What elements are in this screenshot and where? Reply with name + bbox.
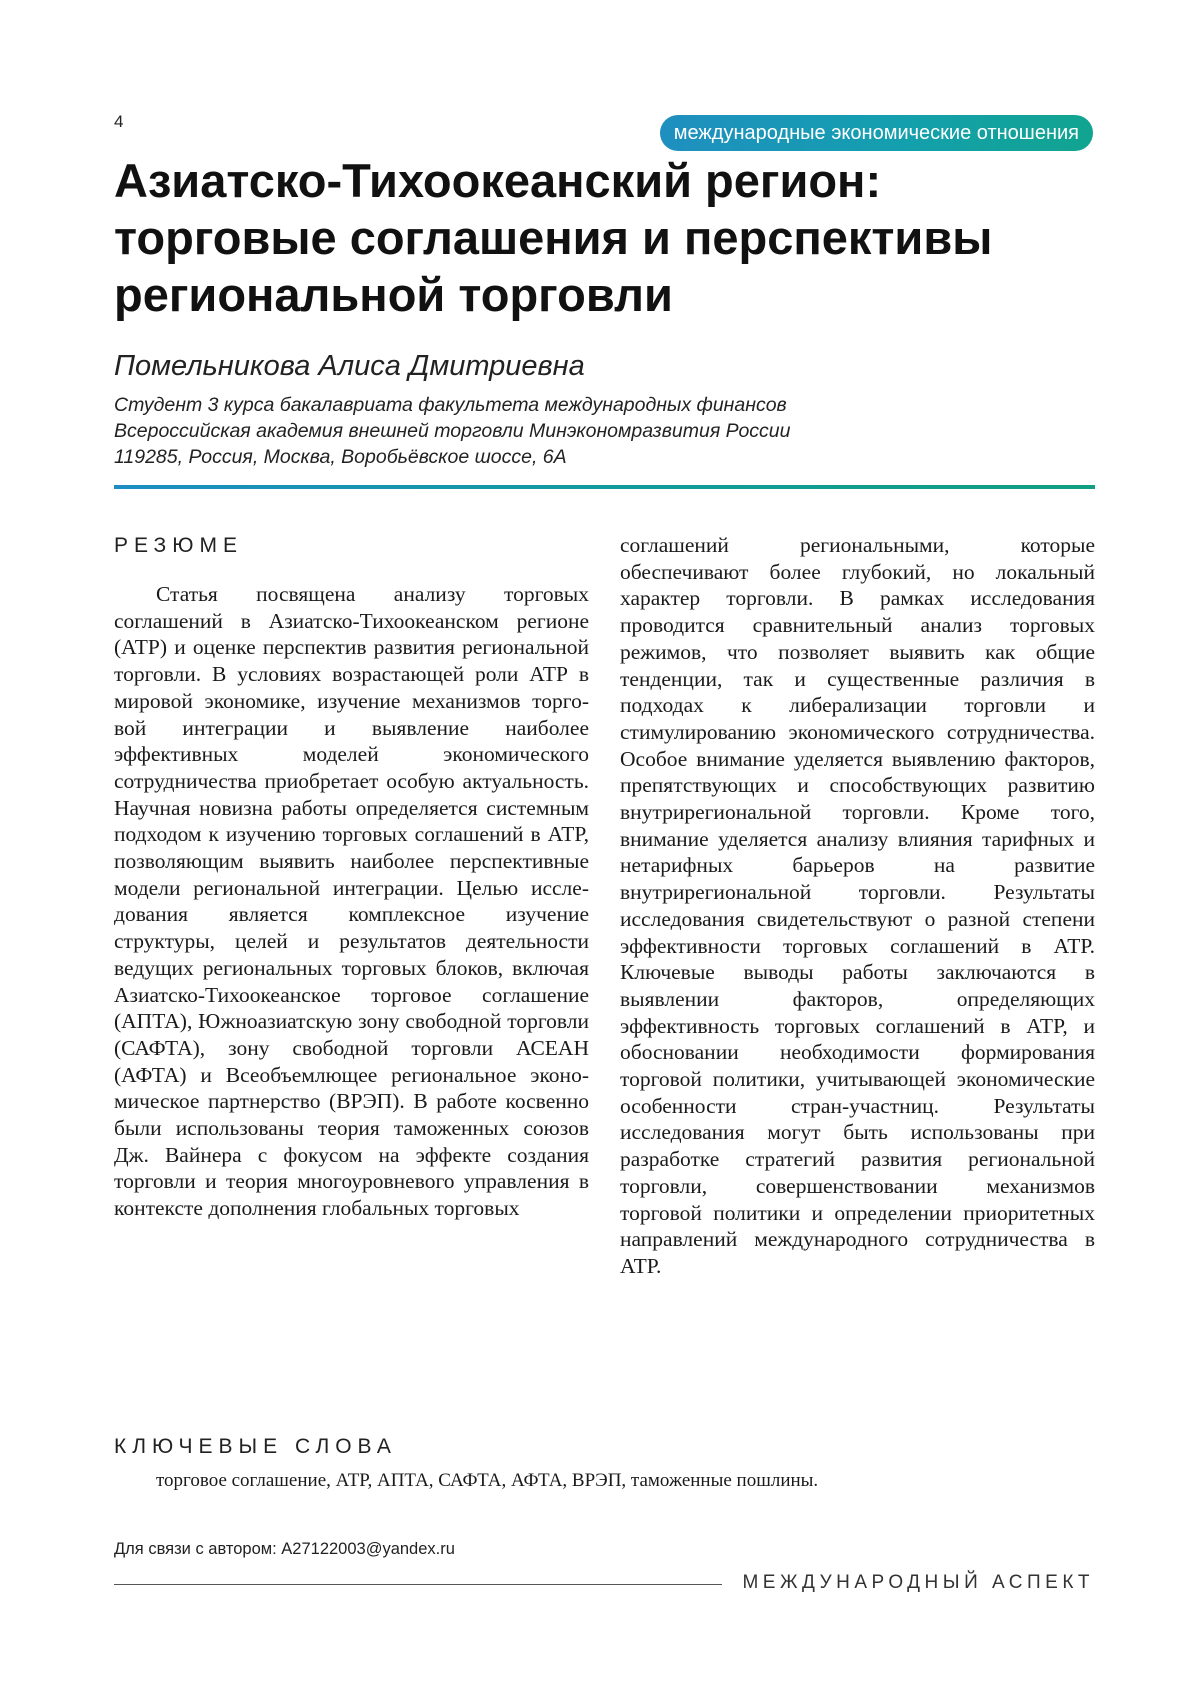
header-divider bbox=[114, 485, 1095, 489]
author-name: Помельникова Алиса Дмитриевна bbox=[114, 350, 585, 382]
keywords-heading: КЛЮЧЕВЫЕ СЛОВА bbox=[114, 1435, 397, 1458]
journal-name: МЕЖДУНАРОДНЫЙ АСПЕКТ bbox=[742, 1572, 1094, 1593]
abstract-heading: РЕЗЮМЕ bbox=[114, 534, 243, 557]
article-title: Азиатско-Тихоокеанский регион: торговые соглашения и перспективы региональной торговли bbox=[114, 154, 993, 321]
keywords-list: торговое соглашение, АТР, АПТА, САФТА, АФТА, ВРЭП, таможенные пошлины. bbox=[156, 1470, 819, 1491]
author-contact: Для связи с автором: A27122003@yandex.ru bbox=[114, 1540, 455, 1558]
abstract-column-left: Статья посвящена анализу торговых соглашений в Азиатско-Тихоокеанском регионе (АТР) и оценке перспектив развития региональной торговли. В условиях возрастающей роли АТР в мировой экономике, изучение механизмов торговой интеграции и выявление наиболее эффективных моделей экономического сотрудничества приобретает особую актуальность. Научная новизна работы определяется системным подходом к изучению торговых соглашений в АТР, позволяющим выявить наиболее перспективные модели региональной интеграции. Целью исследования является комплексное изучение структуры, целей и результатов деятельности ведущих региональных торговых блоков, включая Азиатско-Тихоокеанское торговое соглашение (АПТА), Южноазиатскую зону свободной торговли (САФТА), зону свободной торговли АСЕАН (АФТА) и Всеобъемлющее региональное экономическое партнерство (ВРЭП). В работе косвенно были использованы теория таможенных союзов Дж. Вайнера с фокусом на эффекте создания торговли и теория многоуровневого управления в контексте дополнения глобальных торговых bbox=[114, 582, 589, 1221]
author-position: Студент 3 курса бакалавриата факультета международных финансов bbox=[114, 394, 787, 416]
author-address: 119285, Россия, Москва, Воробьёвское шоссе, 6А bbox=[114, 446, 567, 468]
abstract-column-right: соглашений региональными, которые обеспечивают более глубокий, но локальный характер торговли. В рамках исследования проводится сравнительный анализ торговых режимов, что позволяет выявить как общие тенденции, так и существенные различия в подходах к либерализации торговли и стимулированию экономического сотрудничества. Особое внимание уделяется выявлению факторов, препятствующих и способствующих развитию внутрирегиональной торговли. Кроме того, внимание уделяется анализу влияния тарифных и нетарифных барьеров на развитие внутрирегиональной торговли. Результаты исследования свидетельствуют о разной степени эффективности торговых соглашений в АТР. Ключевые выводы работы заключаются в выявлении факторов, определяющих эффективность торговых соглашений в АТР, и обосновании необходимости формирования торговой политики, учитывающей экономические особенности стран-участниц. Результаты исследования могут быть использованы при разработке стратегий развития региональной торговли, совершенствовании механизмов торговой политики и определении приоритетных направлений международного сотрудничества в АТР. bbox=[620, 533, 1095, 1278]
author-organization: Всероссийская академия внешней торговли Минэкономразвития России bbox=[114, 420, 791, 442]
rubric-badge: международные экономические отношения bbox=[660, 115, 1093, 151]
page-number: 4 bbox=[114, 112, 124, 131]
footer-divider bbox=[114, 1584, 722, 1585]
